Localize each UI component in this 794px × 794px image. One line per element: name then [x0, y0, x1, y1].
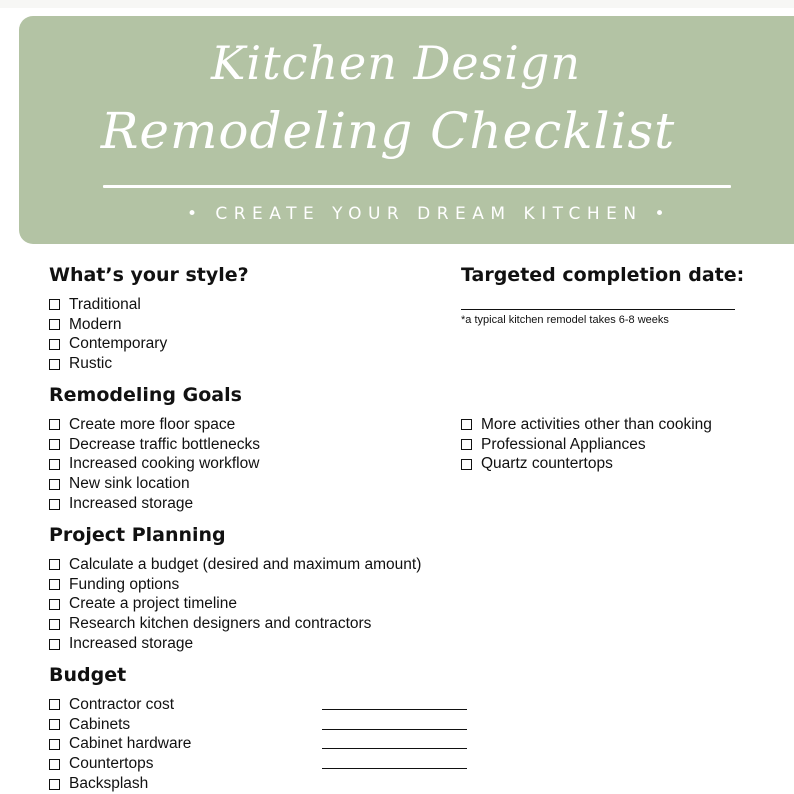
checkbox-icon[interactable] — [49, 319, 60, 330]
checkbox-icon[interactable] — [49, 559, 60, 570]
checkbox-icon[interactable] — [49, 699, 60, 710]
checklist-item-contractor[interactable] — [49, 695, 191, 715]
goals-section-title: Remodeling Goals — [49, 384, 242, 406]
item-label: Calculate a budget (desired and maximum amount) — [69, 555, 422, 573]
budget-amount-line[interactable] — [322, 748, 467, 749]
item-label: Create more floor space — [69, 415, 236, 433]
item-label: Create a project timeline — [69, 595, 237, 613]
budget-checklist — [49, 695, 191, 794]
checkbox-icon[interactable] — [49, 499, 60, 510]
checkbox-icon[interactable] — [49, 459, 60, 470]
completion-date-title: Targeted completion date: — [461, 264, 745, 286]
checkbox-icon[interactable] — [461, 459, 472, 470]
checkbox-icon[interactable] — [49, 479, 60, 490]
checklist-item-rustic[interactable] — [49, 354, 167, 374]
checkbox-icon[interactable] — [49, 779, 60, 790]
checklist-item-sink[interactable] — [49, 474, 260, 494]
budget-section-title: Budget — [49, 664, 127, 686]
checklist-item-countertops[interactable] — [49, 754, 191, 774]
budget-amount-line[interactable] — [322, 729, 467, 730]
checklist-item-hardware[interactable] — [49, 735, 191, 755]
checkbox-icon[interactable] — [49, 579, 60, 590]
item-label: Modern — [69, 315, 122, 333]
page-top-edge — [0, 0, 794, 8]
item-label: Quartz countertops — [481, 455, 613, 473]
item-label: Traditional — [69, 295, 141, 313]
budget-amount-line[interactable] — [322, 768, 467, 769]
title-line-2: Remodeling Checklist — [100, 102, 676, 160]
planning-section-title: Project Planning — [49, 524, 226, 546]
title-divider — [103, 185, 731, 188]
checkbox-icon[interactable] — [49, 719, 60, 730]
checkbox-icon[interactable] — [49, 359, 60, 370]
item-label: Contemporary — [69, 335, 168, 353]
checklist-item-cabinets[interactable] — [49, 715, 191, 735]
checklist-item-contemporary[interactable] — [49, 335, 167, 355]
item-label: Funding options — [69, 575, 180, 593]
item-label: Increased storage — [69, 635, 194, 653]
checklist-item-traffic[interactable] — [49, 435, 260, 455]
item-label: Cabinets — [69, 715, 131, 733]
item-label: Contractor cost — [69, 695, 175, 713]
style-section-title: What’s your style? — [49, 264, 249, 286]
checkbox-icon[interactable] — [461, 439, 472, 450]
item-label: Countertops — [69, 755, 154, 773]
checkbox-icon[interactable] — [49, 299, 60, 310]
checklist-item-floor-space[interactable] — [49, 415, 260, 435]
checkbox-icon[interactable] — [461, 419, 472, 430]
item-label: New sink location — [69, 475, 190, 493]
checkbox-icon[interactable] — [49, 639, 60, 650]
completion-date-line[interactable] — [461, 309, 735, 310]
checklist-item-research[interactable] — [49, 614, 421, 634]
checklist-item-quartz[interactable] — [461, 455, 712, 475]
banner-subtitle: • CREATE YOUR DREAM KITCHEN • — [186, 204, 672, 224]
checklist-item-activities[interactable] — [461, 415, 712, 435]
checklist-item-backsplash[interactable] — [49, 774, 191, 794]
checklist-item-traditional[interactable] — [49, 295, 167, 315]
checklist-item-timeline[interactable] — [49, 595, 421, 615]
item-label: Rustic — [69, 355, 113, 373]
budget-amount-line[interactable] — [322, 709, 467, 710]
checkbox-icon[interactable] — [49, 739, 60, 750]
item-label: Increased cooking workflow — [69, 455, 260, 473]
checkbox-icon[interactable] — [49, 419, 60, 430]
checklist-item-budget[interactable] — [49, 555, 421, 575]
title-banner — [19, 16, 794, 244]
goals-checklist-left — [49, 415, 260, 514]
item-label: Cabinet hardware — [69, 735, 192, 753]
style-checklist — [49, 295, 167, 374]
item-label: Decrease traffic bottlenecks — [69, 435, 260, 453]
item-label: More activities other than cooking — [481, 415, 712, 433]
checkbox-icon[interactable] — [49, 439, 60, 450]
checklist-item-funding[interactable] — [49, 575, 421, 595]
goals-checklist-right — [461, 415, 712, 474]
checkbox-icon[interactable] — [49, 619, 60, 630]
item-label: Increased storage — [69, 495, 194, 513]
checkbox-icon[interactable] — [49, 759, 60, 770]
checklist-item-storage[interactable] — [49, 494, 260, 514]
checkbox-icon[interactable] — [49, 339, 60, 350]
item-label: Research kitchen designers and contractors — [69, 615, 372, 633]
checklist-item-planning-storage[interactable] — [49, 634, 421, 654]
checklist-item-workflow[interactable] — [49, 455, 260, 475]
completion-note: *a typical kitchen remodel takes 6-8 weeks — [461, 314, 669, 326]
planning-checklist — [49, 555, 421, 654]
checklist-item-appliances[interactable] — [461, 435, 712, 455]
title-line-1: Kitchen Design — [211, 36, 581, 90]
item-label: Professional Appliances — [481, 435, 646, 453]
item-label: Backsplash — [69, 775, 149, 793]
checklist-item-modern[interactable] — [49, 315, 167, 335]
checkbox-icon[interactable] — [49, 599, 60, 610]
